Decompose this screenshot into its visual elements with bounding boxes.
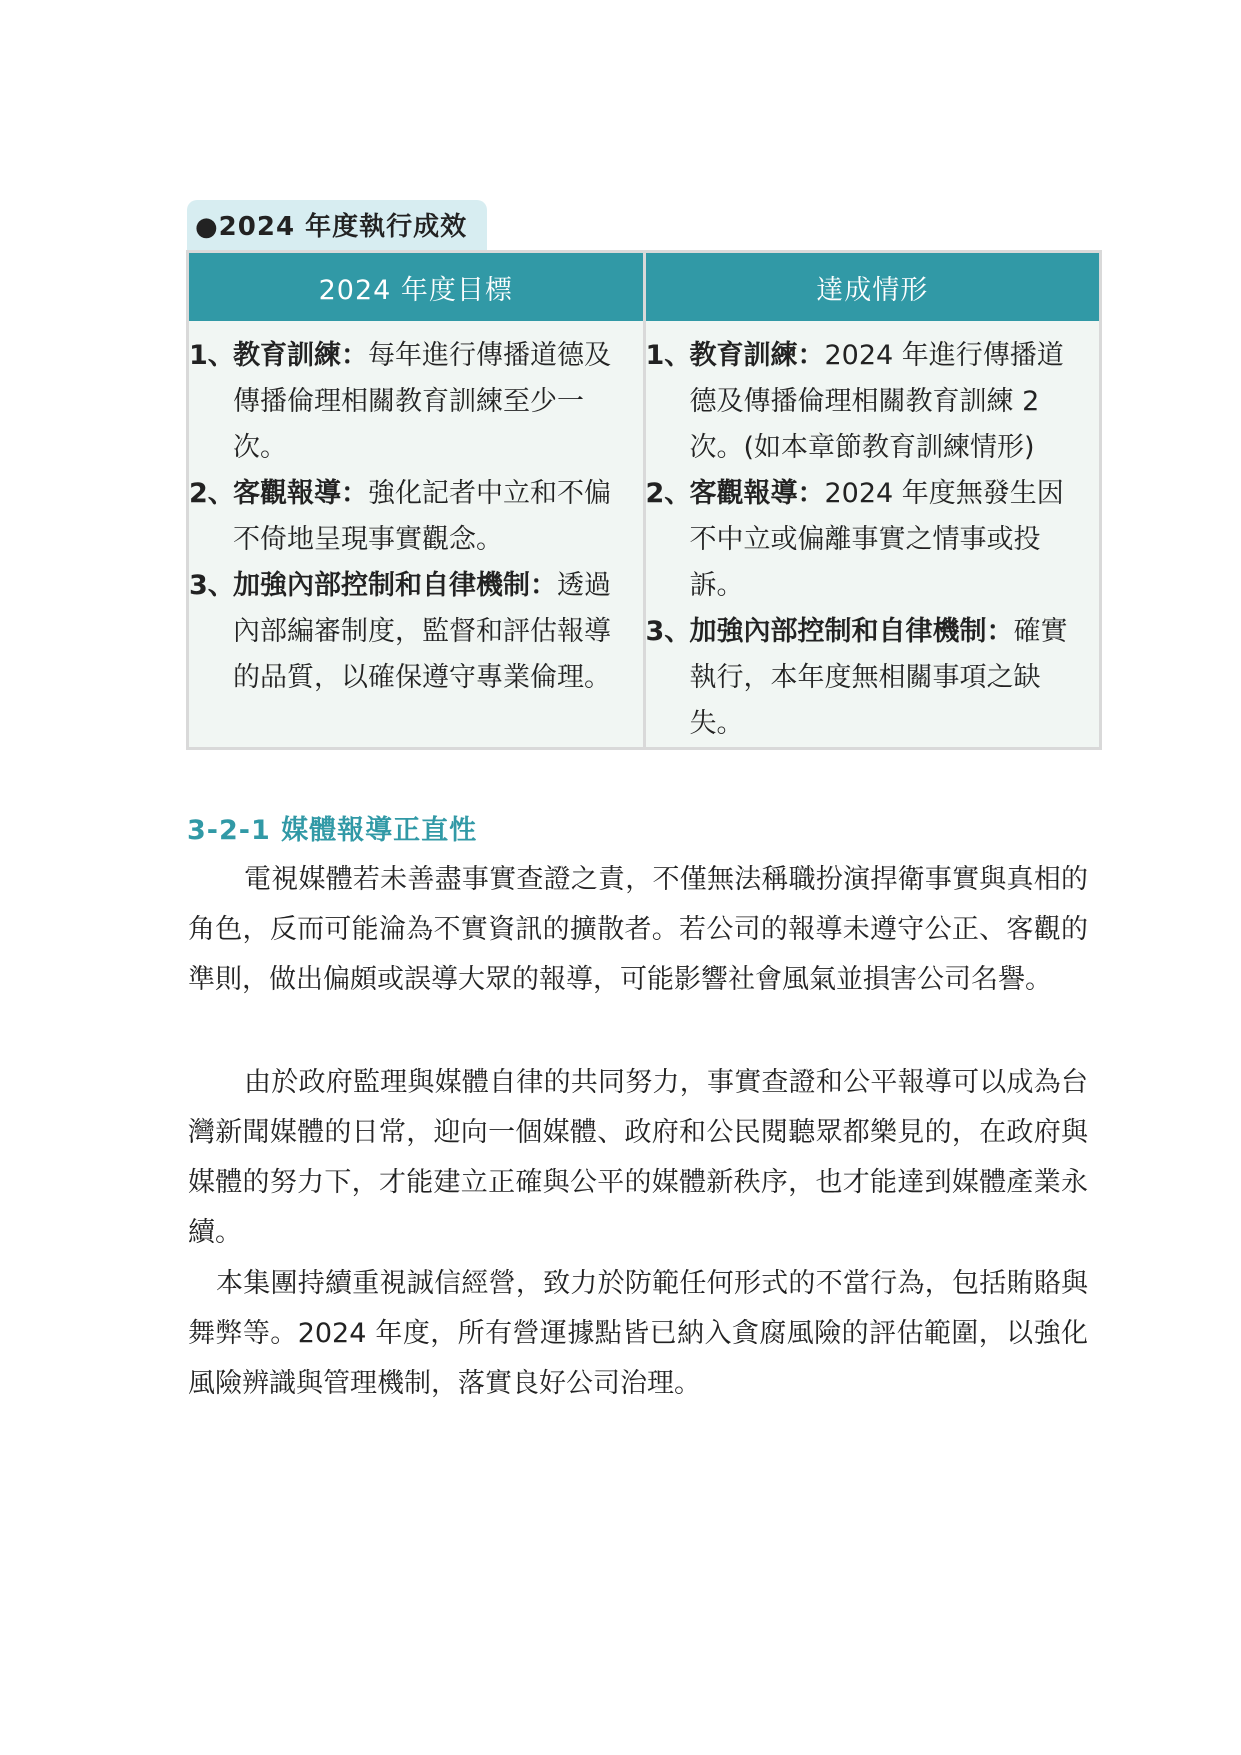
goal-item: [189, 563, 643, 701]
header-results: 達成情形: [816, 274, 929, 306]
item-text: 每年進行傳播道德及傳播倫理相關教育訓練至少一次。: [233, 340, 611, 463]
goal-item: [189, 471, 643, 563]
table-header-row: [189, 253, 1099, 321]
subsection-heading: 3-2-1 媒體報導正直性: [187, 815, 478, 846]
item-text: 2024 年進行傳播道德及傳播倫理相關教育訓練 2 次。(如本章節教育訓練情形): [689, 340, 1064, 463]
goals-table: [186, 250, 1102, 750]
paragraph: 電視媒體若未善盡事實查證之責，不僅無法稱職扮演捍衛事實與真相的角色，反而可能淪為不實資訊的擴散者。若公司的報導未遵守公正、客觀的準則，做出偏頗或誤導大眾的報導，可能影響社會風氣並損害公司名譽。: [188, 864, 1088, 995]
item-text: 確實執行，本年度無相關事項之缺失。: [689, 616, 1068, 739]
item-text: 透過內部編審制度，監督和評估報導的品質，以確保遵守專業倫理。: [233, 570, 611, 693]
result-item: [646, 333, 1100, 471]
item-number: 2、: [645, 478, 692, 509]
item-label: 客觀報導：: [689, 478, 825, 509]
result-item: [646, 471, 1100, 609]
item-label: 加強內部控制和自律機制：: [233, 570, 557, 601]
results-column: [646, 321, 1100, 747]
item-number: 1、: [645, 340, 692, 371]
section-tag: ●2024 年度執行成效: [187, 200, 487, 250]
result-item: [646, 609, 1100, 747]
item-number: 3、: [189, 570, 235, 601]
item-number: 1、: [189, 340, 235, 371]
header-goals: 2024 年度目標: [189, 253, 646, 321]
item-label: 教育訓練：: [233, 340, 368, 371]
paragraph: 由於政府監理與媒體自律的共同努力，事實查證和公平報導可以成為台灣新聞媒體的日常，迎向一個媒體、政府和公民閱聽眾都樂見的，在政府與媒體的努力下，才能建立正確與公平的媒體新秩序，也才能達到媒體產業永續。: [188, 1067, 1088, 1248]
goal-item: [189, 333, 643, 471]
item-label: 加強內部控制和自律機制：: [689, 616, 1014, 647]
item-number: 3、: [645, 616, 692, 647]
goals-column: [189, 321, 646, 747]
item-label: 客觀報導：: [233, 478, 368, 509]
table-body-row: [189, 321, 1099, 747]
paragraph: 本集團持續重視誠信經營，致力於防範任何形式的不當行為，包括賄賂與舞弊等。2024 年度，所有營運據點皆已納入貪腐風險的評估範圍，以強化風險辨識與管理機制，落實良好公司治理。: [188, 1268, 1088, 1399]
item-label: 教育訓練：: [689, 340, 825, 371]
item-number: 2、: [189, 478, 235, 509]
item-text: 2024 年度無發生因不中立或偏離事實之情事或投訴。: [689, 478, 1064, 601]
item-text: 強化記者中立和不偏不倚地呈現事實觀念。: [233, 478, 611, 555]
